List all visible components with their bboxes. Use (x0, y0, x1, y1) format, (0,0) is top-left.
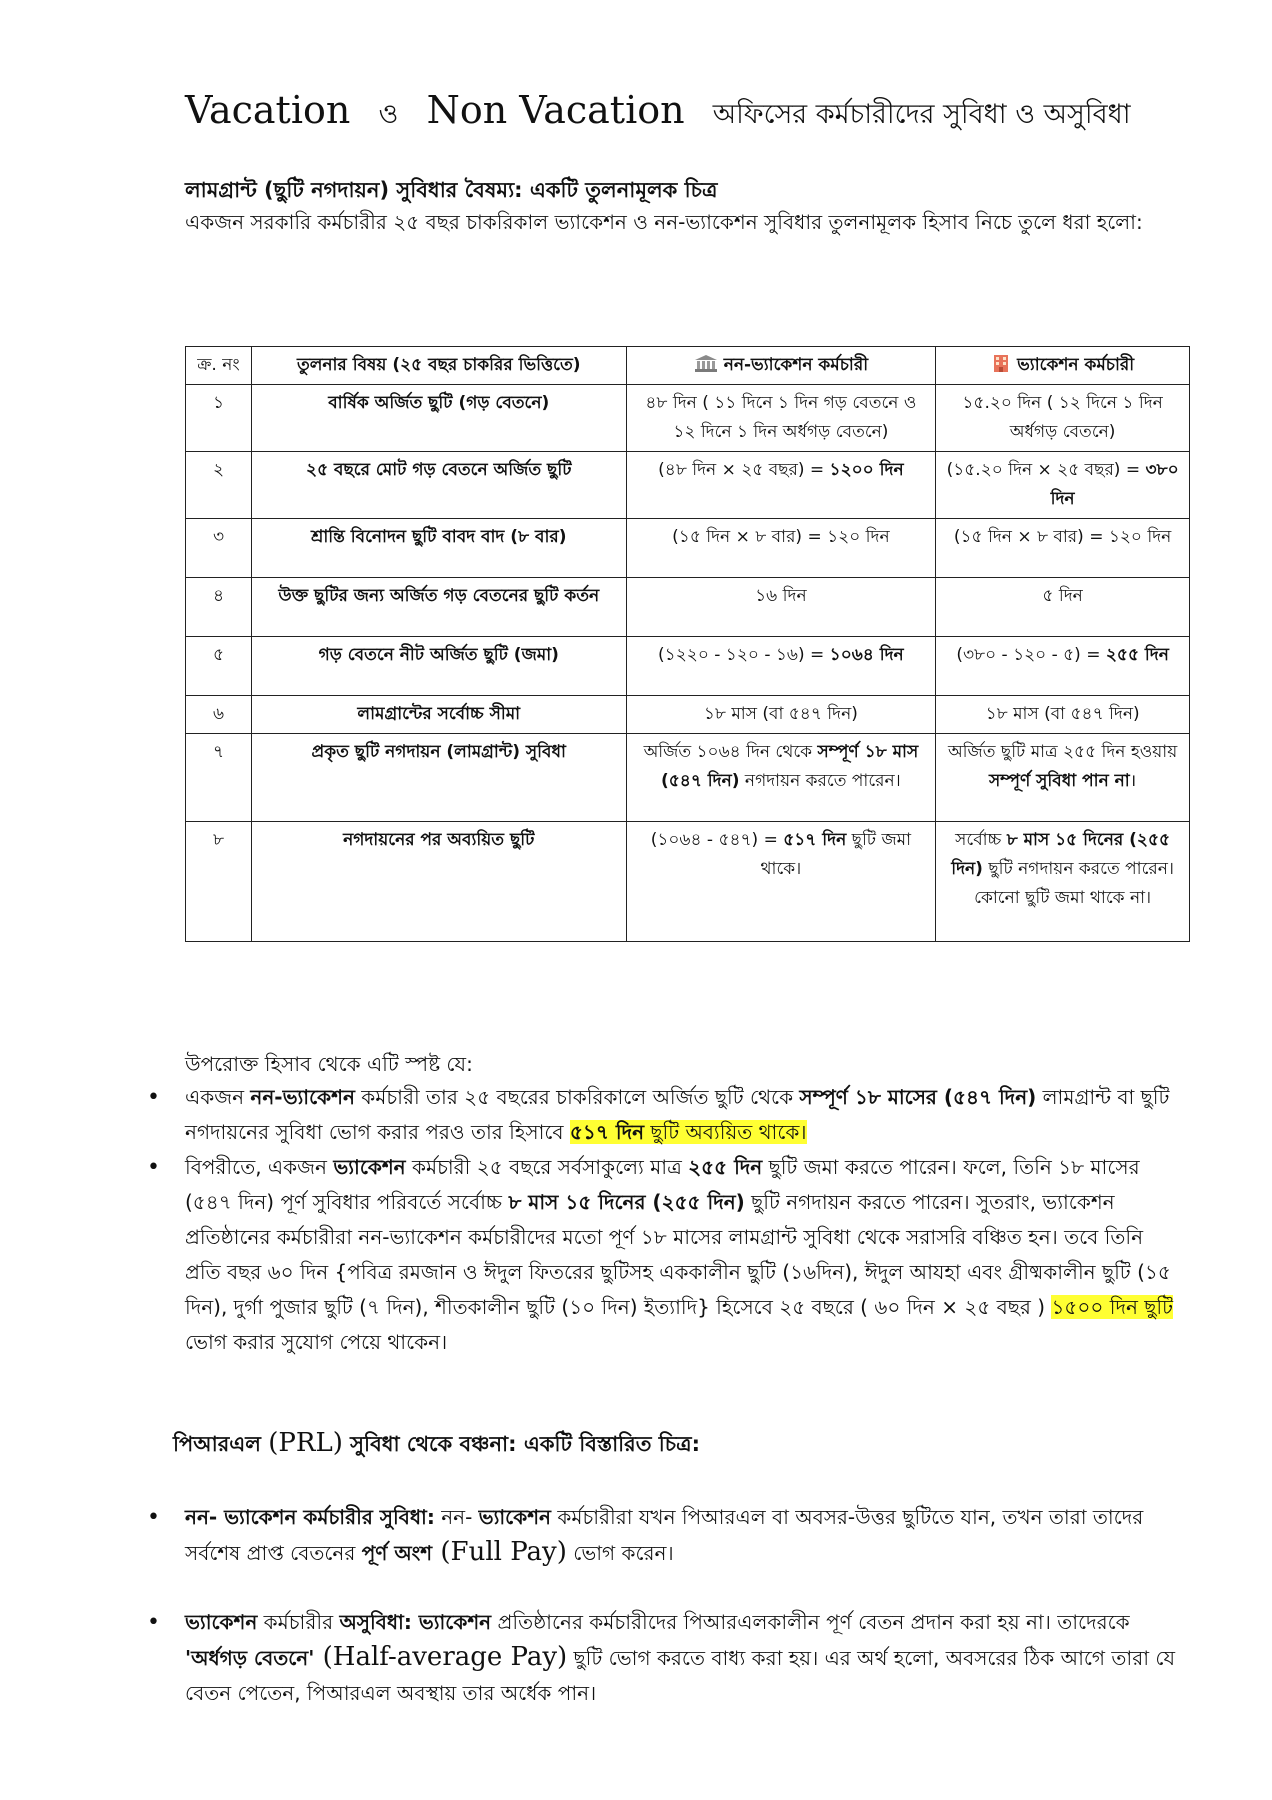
comparison-table (185, 346, 1190, 942)
cell-nonvac: (১৫ দিন × ৮ বার) = ১২০ দিন (626, 519, 936, 578)
table-row (186, 578, 1190, 637)
cell-vac: (৩৮০ - ১২০ - ৫) = ২৫৫ দিন (936, 637, 1190, 696)
hotel-icon (991, 353, 1011, 373)
bank-icon (694, 354, 718, 372)
table-header-row (186, 347, 1190, 385)
cell-vac: (১৫.২০ দিন × ২৫ বছর) = ৩৮০ দিন (936, 452, 1190, 519)
cell-vac: সর্বোচ্চ ৮ মাস ১৫ দিনের (২৫৫ দিন) ছুটি নগদায়ন করতে পারেন। কোনো ছুটি জমা থাকে না। (936, 822, 1190, 942)
cell-subject: উক্ত ছুটির জন্য অর্জিত গড় বেতনের ছুটি কর্তন (251, 578, 626, 637)
header-nonvac-label: নন-ভ্যাকেশন কর্মচারী (723, 355, 869, 375)
header-nonvac (626, 347, 936, 385)
prl-list (185, 1500, 1175, 1711)
cell-sl: ১ (186, 385, 252, 452)
header-vac-label: ভ্যাকেশন কর্মচারী (1017, 355, 1135, 375)
cell-vac: (১৫ দিন × ৮ বার) = ১২০ দিন (936, 519, 1190, 578)
summary-list (185, 1080, 1175, 1360)
cell-sl: ৬ (186, 696, 252, 734)
cell-nonvac: (৪৮ দিন × ২৫ বছর) = ১২০০ দিন (626, 452, 936, 519)
cell-sl: ৭ (186, 734, 252, 822)
cell-sl: ২ (186, 452, 252, 519)
cell-subject: ২৫ বছরে মোট গড় বেতনে অর্জিত ছুটি (251, 452, 626, 519)
table-row (186, 637, 1190, 696)
header-vac (936, 347, 1190, 385)
cell-vac: অর্জিত ছুটি মাত্র ২৫৫ দিন হওয়ায় সম্পূর্ণ সুবিধা পান না। (936, 734, 1190, 822)
cell-vac: ১৮ মাস (বা ৫৪৭ দিন) (936, 696, 1190, 734)
title-and: ও (378, 99, 399, 130)
cell-subject: গড় বেতনে নীট অর্জিত ছুটি (জমা) (251, 637, 626, 696)
title-vacation: Vacation (185, 88, 351, 132)
list-item: • নন- ভ্যাকেশন কর্মচারীর সুবিধা: নন- ভ্যাকেশন কর্মচারীরা যখন পিআরএল বা অবসর-উত্তর ছুটিতে যান, তখন তারা তাদের সর্বশেষ প্রাপ্ত বেতনের পূর্ণ অংশ (Full Pay) ভোগ করেন। (185, 1500, 1175, 1571)
page-title (185, 88, 1175, 139)
cell-subject: প্রকৃত ছুটি নগদায়ন (লামগ্রান্ট) সুবিধা (251, 734, 626, 822)
table-row (186, 696, 1190, 734)
cell-subject: নগদায়নের পর অব্যয়িত ছুটি (251, 822, 626, 942)
cell-vac: ১৫.২০ দিন ( ১২ দিনে ১ দিন অর্ধগড় বেতনে) (936, 385, 1190, 452)
section2-heading: পিআরএল (PRL) সুবিধা থেকে বঞ্চনা: একটি বিস্তারিত চিত্র: (173, 1428, 700, 1458)
list-item: • ভ্যাকেশন কর্মচারীর অসুবিধা: ভ্যাকেশন প্রতিষ্ঠানের কর্মচারীদের পিআরএলকালীন পূর্ণ বেতন প্রদান করা হয় না। তাদেরকে 'অর্ধগড় বেতনে' (Half-average Pay) ছুটি ভোগ করতে বাধ্য করা হয়। এর অর্থ হলো, অবসরের ঠিক আগে তারা যে বেতন পেতেন, পিআরএল অবস্থায় তার অর্ধেক পান। (185, 1605, 1175, 1711)
table-row (186, 519, 1190, 578)
cell-subject: বার্ষিক অর্জিত ছুটি (গড় বেতনে) (251, 385, 626, 452)
cell-nonvac: (১২২০ - ১২০ - ১৬) = ১০৬৪ দিন (626, 637, 936, 696)
cell-sl: ৩ (186, 519, 252, 578)
table-row (186, 385, 1190, 452)
section1-intro: একজন সরকারি কর্মচারীর ২৫ বছর চাকরিকাল ভ্যাকেশন ও নন-ভ্যাকেশন সুবিধার তুলনামূলক হিসাব নিচে তুলে ধরা হলো: (185, 210, 1143, 234)
cell-nonvac: অর্জিত ১০৬৪ দিন থেকে সম্পূর্ণ ১৮ মাস (৫৪৭ দিন) নগদায়ন করতে পারেন। (626, 734, 936, 822)
cell-nonvac: (১০৬৪ - ৫৪৭) = ৫১৭ দিন ছুটি জমা থাকে। (626, 822, 936, 942)
cell-subject: শ্রান্তি বিনোদন ছুটি বাবদ বাদ (৮ বার) (251, 519, 626, 578)
cell-nonvac: ১৬ দিন (626, 578, 936, 637)
cell-sl: ৫ (186, 637, 252, 696)
cell-nonvac: ৪৮ দিন ( ১১ দিনে ১ দিন গড় বেতনে ও ১২ দিনে ১ দিন অর্ধগড় বেতনে) (626, 385, 936, 452)
cell-vac: ৫ দিন (936, 578, 1190, 637)
list-item: • বিপরীতে, একজন ভ্যাকেশন কর্মচারী ২৫ বছরে সর্বসাকুল্যে মাত্র ২৫৫ দিন ছুটি জমা করতে পারেন। ফলে, তিনি ১৮ মাসের (৫৪৭ দিন) পূর্ণ সুবিধার পরিবর্তে সর্বোচ্চ ৮ মাস ১৫ দিনের (২৫৫ দিন) ছুটি নগদায়ন করতে পারেন। সুতরাং, ভ্যাকেশন প্রতিষ্ঠানের কর্মচারীরা নন-ভ্যাকেশন কর্মচারীদের মতো পূর্ণ ১৮ মাসের লামগ্রান্ট সুবিধা থেকে সরাসরি বঞ্চিত হন। তবে তিনি প্রতি বছর ৬০ দিন {পবিত্র রমজান ও ঈদুল ফিতরের ছুটিসহ এককালীন ছুটি (১৬দিন), ঈদুল আযহা এবং গ্রীষ্মকালীন ছুটি (১৫ দিন), দুর্গা পুজার ছুটি (৭ দিন), শীতকালীন ছুটি (১০ দিন) ইত্যাদি} হিসেবে ২৫ বছরে ( ৬০ দিন × ২৫ বছর ) ১৫০০ দিন ছুটি ভোগ করার সুযোগ পেয়ে থাকেন। (185, 1150, 1175, 1360)
cell-sl: ৮ (186, 822, 252, 942)
section1-heading: লামগ্রান্ট (ছুটি নগদায়ন) সুবিধার বৈষম্য: একটি তুলনামূলক চিত্র (185, 178, 718, 202)
summary-lead: উপরোক্ত হিসাব থেকে এটি স্পষ্ট যে: (185, 1052, 473, 1076)
title-non-vacation: Non Vacation (426, 88, 685, 132)
title-bangla: অফিসের কর্মচারীদের সুবিধা ও অসুবিধা (712, 99, 1131, 130)
cell-sl: ৪ (186, 578, 252, 637)
header-sl: ক্র. নং (186, 347, 252, 385)
table-row (186, 452, 1190, 519)
header-subject: তুলনার বিষয় (২৫ বছর চাকরির ভিত্তিতে) (251, 347, 626, 385)
list-item: • একজন নন-ভ্যাকেশন কর্মচারী তার ২৫ বছরের চাকরিকালে অর্জিত ছুটি থেকে সম্পূর্ণ ১৮ মাসের (৫৪৭ দিন) লামগ্রান্ট বা ছুটি নগদায়নের সুবিধা ভোগ করার পরও তার হিসাবে ৫১৭ দিন ছুটি অব্যয়িত থাকে। (185, 1080, 1175, 1150)
table-row (186, 822, 1190, 942)
table-row (186, 734, 1190, 822)
cell-subject: লামগ্রান্টের সর্বোচ্চ সীমা (251, 696, 626, 734)
cell-nonvac: ১৮ মাস (বা ৫৪৭ দিন) (626, 696, 936, 734)
